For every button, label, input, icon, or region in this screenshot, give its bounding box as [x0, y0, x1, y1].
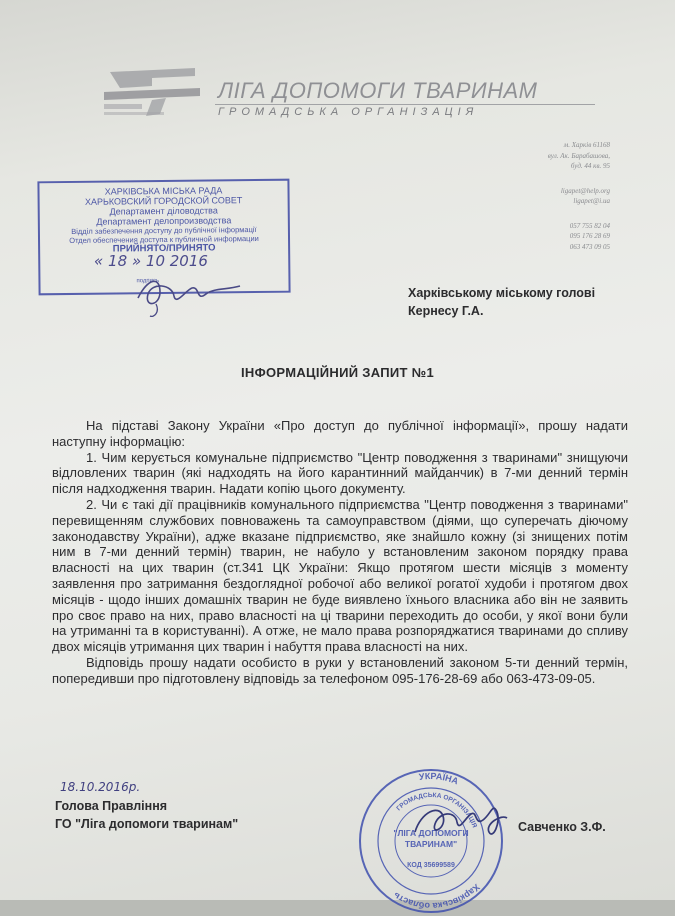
intro-paragraph: На підставі Закону України «Про доступ до публічної інформації», прошу надати наступну інформацію:	[52, 418, 628, 449]
contact-line: вул. Ак. Барабашова,	[547, 151, 610, 160]
seal-inner-top: ГРОМАДСЬКА ОРГАНІЗАЦІЯ	[395, 791, 478, 829]
chairperson-signature-icon	[405, 792, 510, 852]
contact-line: м. Харків 61168	[563, 141, 610, 149]
addressee-line: Кернесу Г.А.	[408, 304, 484, 318]
signer-name: Савченко З.Ф.	[518, 820, 606, 834]
role-line: Голова Правління	[55, 799, 168, 813]
closing-paragraph: Відповідь прошу надати особисто в руки у встановлений законом 5-ти денний термін, попередивши про підготовлену відповідь за телефоном 095-176-28-69 або 063-473-09-05.	[52, 654, 628, 686]
contact-spacer	[520, 207, 610, 221]
stamp-line: ХАРКІВСЬКА МІСЬКА РАДА	[104, 185, 223, 197]
organization-subtitle: ГРОМАДСЬКА ОРГАНІЗАЦІЯ	[218, 106, 479, 118]
question-1: 1. Чим керується комунальне підприємство "Центр поводження з тваринами" знищуючи відловлених тварин (які надходять на його карантинний майданчик) в 7-ми денний термін після надходження тварин. Надати копію цього документу.	[52, 449, 628, 497]
seal-outer-bottom: Харківська область	[391, 882, 482, 912]
addressee-line: Харківському міському голові	[408, 286, 596, 300]
seal-center-line-2: ТВАРИНАМ"	[404, 839, 458, 849]
document-title: ІНФОРМАЦІЙНИЙ ЗАПИТ №1	[241, 365, 434, 380]
registration-date: « 18 » 10 2016	[94, 252, 208, 270]
stamp-line: ПРИЙНЯТО/ПРИНЯТО	[112, 242, 216, 255]
stamp-line: Отдел обеспечения доступа к публичной информации	[69, 234, 259, 245]
letterhead-divider	[215, 104, 595, 105]
contact-line: ligapet@help.org	[560, 186, 610, 195]
contact-spacer	[520, 172, 610, 186]
contact-line: буд. 44 кв. 95	[570, 162, 610, 170]
stamp-line: Департамент діловодства	[109, 205, 218, 217]
stamp-line: Департамент делопроизводства	[96, 215, 232, 227]
contact-block	[520, 140, 610, 252]
role-line: ГО "Ліга допомоги тваринам"	[55, 817, 239, 831]
organization-logo-icon	[100, 64, 205, 122]
contact-line: ligapet@i.ua	[573, 197, 610, 205]
seal-code: КОД 35699589	[407, 862, 455, 869]
contact-line: 057 755 82 04	[569, 221, 610, 230]
request-body	[52, 418, 628, 687]
contact-line: 095 176 28 69	[569, 232, 610, 240]
question-2: 2. Чи є такі дії працівників комунального підприємства "Центр поводження з тваринами" перевищенням службових повноважень та самоуправством (діями, що суперечать діючому законодавству України), адже вказане підприємство, яке знайшло кожну (зі знищених потім ним в 7-ми денний термін) тварин, не набуло у встановленим законом порядку права власності на цих тварин (ст.341 ЦК України: Якщо протягом шести місяців з моменту заявлення про затримання бездоглядної робочої або великої рогатої худоби і протягом двох місяців - щодо інших домашніх тварин не буде виявлено їхнього власника або він не заявить про своє право на них, право власності на ці тварини переходить до особи, у якої вони були на утриманні та в користуванні). А отже, не мало права розпоряджатися тваринами до спливу двох місяців утримання цих тварин і набуття права власності на них.	[52, 496, 628, 655]
signature-date: 18.10.2016р.	[60, 780, 141, 794]
stamp-line: Відділ забезпечення доступу до публічної інформації	[71, 225, 257, 236]
stamp-signature-label: подпись	[136, 278, 160, 285]
signatory-role	[55, 797, 238, 833]
stamp-line: ХАРЬКОВСКИЙ ГОРОДСКОЙ СОВЕТ	[84, 195, 243, 207]
addressee-block	[408, 284, 595, 320]
seal-outer-top: УКРАЇНА	[418, 770, 460, 787]
contact-line: 063 473 09 05	[569, 242, 610, 251]
organization-name: ЛІГА ДОПОМОГИ ТВАРИНАМ	[218, 78, 538, 103]
seal-center-line-1: "ЛІГА ДОПОМОГИ	[393, 828, 469, 838]
registration-signature-icon	[130, 268, 250, 320]
